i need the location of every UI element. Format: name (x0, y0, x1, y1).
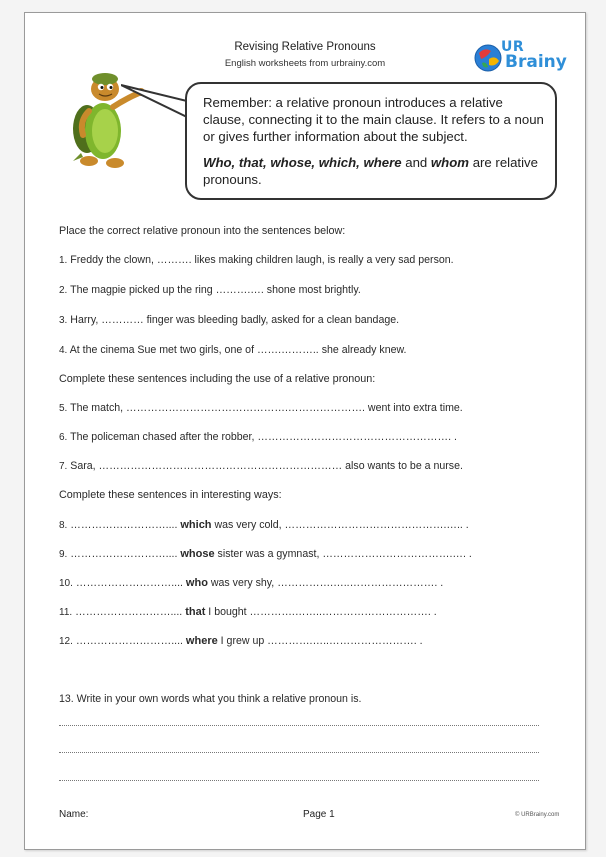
question-5: 5. The match, ……………………………………….…………………. went into extra time. (59, 402, 463, 414)
reminder-speech-bubble (185, 82, 557, 200)
section2-instruction: Complete these sentences including the use of a relative pronoun: (59, 373, 376, 385)
worksheet-title: Revising Relative Pronouns (234, 41, 376, 53)
whom-bold: whom (430, 155, 470, 170)
question-12: 12. ……………………….... where I grew up ………….…..……………………. . (59, 635, 423, 647)
question-9: 9. ……………………….... whose sister was a gymnast, ……………………………….…. . (59, 548, 472, 560)
question-3: 3. Harry, ………… finger was bleeding badly, asked for a clean bandage. (59, 314, 400, 326)
keyword-which: which (180, 519, 212, 531)
keyword-who: who (185, 577, 208, 589)
question-10: 10. ……………………….... who was very shy, …………….…..……………………. . (59, 577, 444, 589)
question-8: 8. ……………………….... which was very cold, ……………………………………….….. . (59, 519, 469, 531)
question-2: 2. The magpie picked up the ring ……….…. shone most brightly. (59, 284, 361, 296)
urbrainy-logo (473, 39, 571, 79)
globe-icon (473, 43, 503, 73)
name-label: Name: (59, 809, 89, 820)
page-number: Page 1 (303, 809, 335, 820)
question-4: 4. At the cinema Sue met two girls, one of …….……….. she already knew. (59, 344, 407, 356)
copyright-notice: © URBrainy.com (515, 812, 560, 818)
question-6: 6. The policeman chased after the robber, ………………………………………………. . (59, 431, 457, 443)
reminder-paragraph: Remember: a relative pronoun introduces a relative clause, connecting it to the main clause. It refers to a noun or gives further information about the subject. (203, 95, 544, 144)
question-11: 11. ……………………….... that I bought ………….……..…………………………. . (59, 606, 437, 618)
question-13: 13. Write in your own words what you think a relative pronoun is. (59, 693, 362, 705)
logo-text-brainy: Brainy (505, 52, 567, 72)
question-1: 1. Freddy the clown, ………. likes making children laugh, is really a very sad person. (59, 254, 454, 266)
logo-text-ur: UR (501, 39, 525, 55)
answer-line-2[interactable] (59, 751, 539, 753)
section3-instruction: Complete these sentences in interesting ways: (59, 489, 282, 501)
answer-line-3[interactable] (59, 779, 539, 781)
worksheet-page (24, 12, 586, 850)
answer-line-1[interactable] (59, 724, 539, 726)
keyword-where: where (185, 635, 218, 647)
keyword-that: that (185, 606, 206, 618)
question-7: 7. Sara, …………………………………………………………… also wants to be a nurse. (59, 460, 463, 472)
worksheet-subtitle: English worksheets from urbrainy.com (224, 58, 386, 69)
pronoun-list-paragraph (203, 154, 545, 188)
and-text: and (405, 155, 428, 170)
pronoun-suffix: are relative pronouns. (203, 155, 538, 187)
section1-instruction: Place the correct relative pronoun into the sentences below: (59, 225, 346, 237)
keyword-whose: whose (180, 548, 215, 560)
pronoun-list-bold: Who, that, whose, which, where (203, 155, 402, 170)
